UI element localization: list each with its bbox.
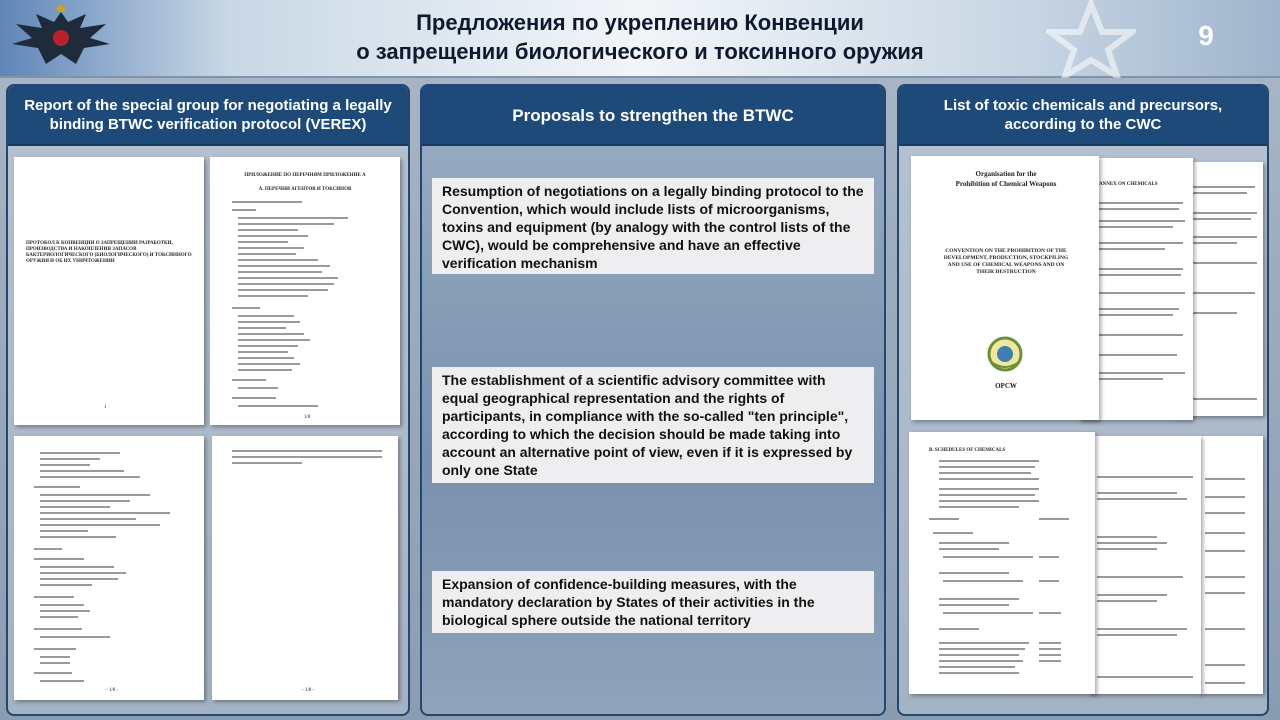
cwc-doc-schedule-front: [909, 432, 1095, 694]
cwc-panel: [897, 84, 1269, 716]
cwc-doc-schedule-back-1: [1089, 436, 1201, 694]
proposal-item-1: Resumption of negotiations on a legally binding protocol to the Convention, which would include lists of microorganisms, toxins and equipment (by analogy with the control lists of the CWC), would be comprehensive and have an effective verification mechanism: [432, 178, 874, 274]
verex-doc-list-page: [14, 436, 204, 700]
proposal-item-3: Expansion of confidence-building measures, with the mandatory declaration by States of their activities in the biological sphere outside the national territory: [432, 571, 874, 633]
proposals-panel-heading: Proposals to strengthen the BTWC: [422, 86, 884, 146]
double-headed-eagle-emblem-icon: [6, 4, 116, 70]
verex-list-page-number: - 1/8 -: [106, 688, 119, 693]
opcw-footer-label: OPCW: [995, 382, 1017, 390]
opcw-org-name-line2: Prohibition of Chemical Weapons: [955, 180, 1057, 188]
verex-annex-subtitle: A. ПЕРЕЧНИ АГЕНТОВ И ТОКСИНОВ: [258, 187, 352, 192]
cwc-doc-schedule-back-2: [1199, 436, 1263, 694]
cwc-schedules-heading: B. SCHEDULES OF CHEMICALS: [929, 448, 1006, 453]
opcw-org-name-line1: Organisation for the: [975, 170, 1037, 178]
verex-doc-note-page: [212, 436, 398, 700]
verex-doc-annex-page: [210, 157, 400, 425]
proposal-item-2: The establishment of a scientific advisory committee with equal geographical representation and the rights of participants, in compliance with the so-called "ten principle", according to which the decision should be made taking into account an alternative point of view, even if it is expressed by only one State: [432, 367, 874, 483]
verex-note-page-number: - 1/8 -: [302, 688, 315, 693]
page-title: [240, 8, 1040, 66]
verex-doc-title-page: [14, 157, 204, 425]
verex-annex-page-number: 1/8: [304, 415, 311, 420]
verex-annex-title: ПРИЛОЖЕНИЕ ПО ПЕРЕЧНЯМ ПРИЛОЖЕНИЕ А: [244, 173, 366, 178]
star-watermark-icon: [1046, 0, 1136, 78]
verex-panel-heading: Report of the special group for negotiating a legally binding BTWC verification protocol (VEREX): [8, 86, 408, 146]
verex-doc-page-number: 1: [104, 405, 107, 410]
title-line-1: Предложения по укреплению Конвенции: [416, 10, 864, 35]
cwc-panel-heading: List of toxic chemicals and precursors, according to the CWC: [899, 86, 1267, 146]
proposals-panel: [420, 84, 886, 716]
opcw-logo-icon: [985, 334, 1025, 374]
cwc-annex-heading: ANNEX ON CHEMICALS: [1099, 182, 1158, 187]
cwc-convention-title: CONVENTION ON THE PROHIBITION OF THE DEVELOPMENT, PRODUCTION, STOCKPILING AND USE OF CHEMICAL WEAPONS AND ON THEIR DESTRUCTION: [943, 248, 1069, 275]
verex-doc-title: ПРОТОКОЛ К КОНВЕНЦИИ О ЗАПРЕЩЕНИИ РАЗРАБОТКИ, ПРОИЗВОДСТВА И НАКОПЛЕНИЯ ЗАПАСОВ БАКТЕРИОЛОГИЧЕСКОГО (БИОЛОГИЧЕСКОГО) И ТОКСИННОГО ОРУЖИЯ И ОБ ИХ УНИЧТОЖЕНИИ: [26, 241, 192, 264]
page-number: 9: [1198, 20, 1214, 51]
header-banner: [0, 0, 1280, 78]
verex-panel: [6, 84, 410, 716]
cwc-convention-cover: [911, 156, 1099, 420]
title-line-2: о запрещении биологического и токсинного оружия: [356, 39, 924, 64]
